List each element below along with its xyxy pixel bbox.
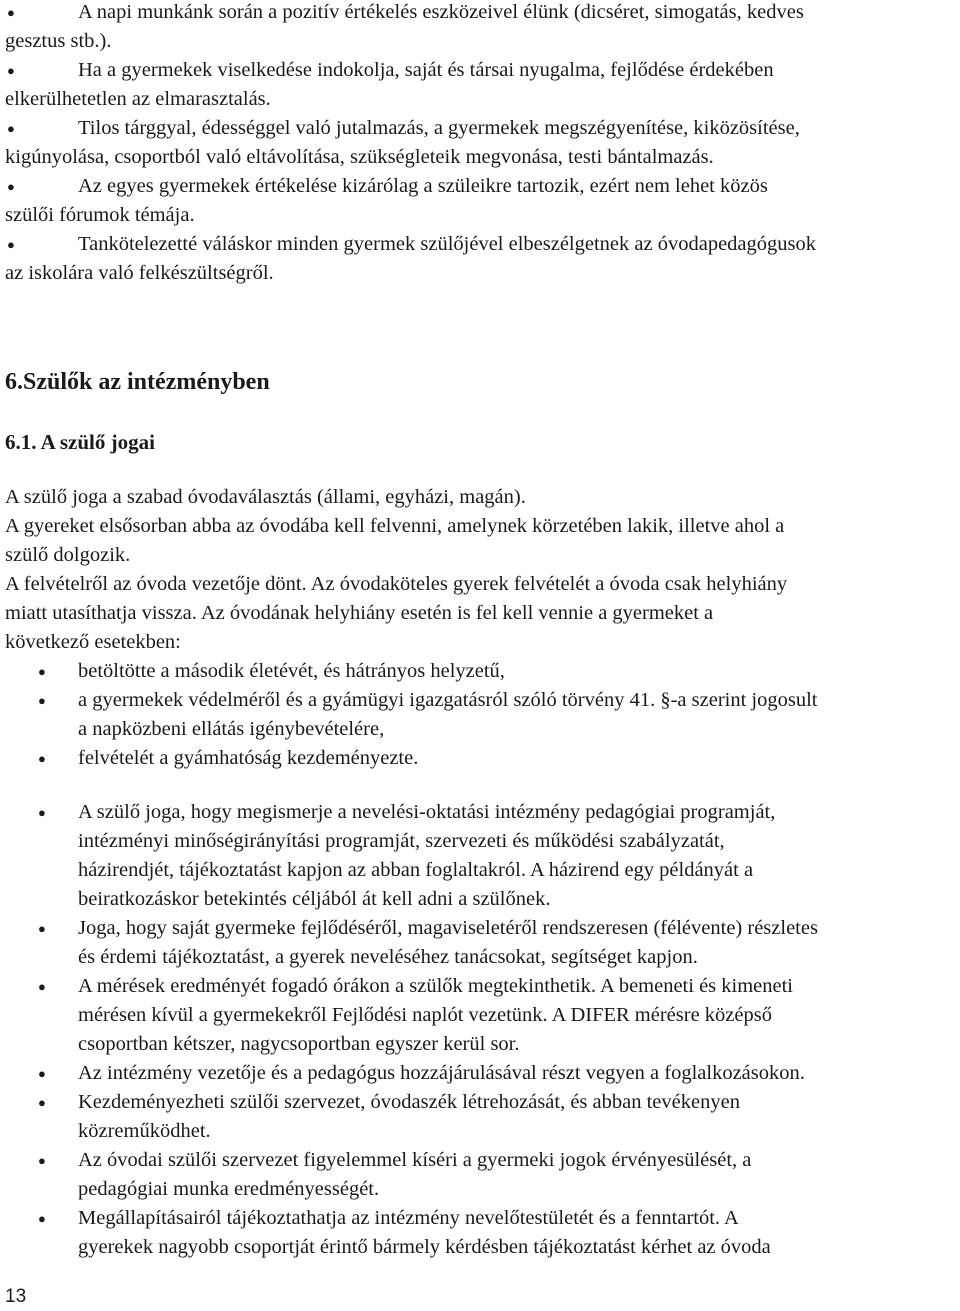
parent-right-item (5, 1088, 955, 1146)
parent-right-item (5, 1146, 955, 1204)
bullet-icon: ● (38, 693, 46, 708)
bullet-text-line: Tilos tárggyal, édességgel való jutalmazás, a gyermekek megszégyenítése, kiközösítése, (78, 117, 800, 139)
bullet-icon: ● (38, 1095, 46, 1110)
bullet-icon: ● (7, 5, 15, 20)
bullet-text-line: A napi munkánk során a pozitív értékelés eszközeivel élünk (dicséret, simogatás, kedves (78, 1, 804, 23)
list-text-line: Megállapításairól tájékoztathatja az intézmény nevelőtestületét és a fenntartót. A (78, 1207, 739, 1229)
parent-right-item (5, 1059, 955, 1088)
bullet-text-line: szülői fórumok témája. (5, 204, 195, 226)
bullet-text-line: az iskolára való felkészültségről. (5, 262, 274, 284)
bullet-icon: ● (38, 1066, 46, 1081)
list-text-line: Az intézmény vezetője és a pedagógus hozzájárulásával részt vegyen a foglalkozásokon. (78, 1062, 805, 1084)
subsection-heading: 6.1. A szülő jogai (5, 430, 155, 454)
list-text-line: pedagógiai munka eredményességét. (78, 1178, 380, 1200)
list-text-line: gyerekek nagyobb csoportját érintő bármely kérdésben tájékoztatást kérhet az óvoda (78, 1236, 771, 1258)
bullet-icon: ● (38, 1153, 46, 1168)
intro-bullet-item (5, 172, 955, 230)
list-text-line: betöltötte a második életévét, és hátrányos helyzetű, (78, 660, 505, 682)
bullet-text-line: kigúnyolása, csoportból való eltávolítása, szükségleteik megvonása, testi bántalmazás. (5, 146, 714, 168)
bullet-icon: ● (38, 1211, 46, 1226)
list-text-line: közreműködhet. (78, 1120, 211, 1142)
paragraph-line: szülő dolgozik. (5, 544, 131, 566)
bullet-icon: ● (38, 805, 46, 820)
paragraph-line: következő esetekben: (5, 631, 181, 653)
intro-bullet-item (5, 56, 955, 114)
intro-bullet-list (5, 0, 955, 288)
list-text-line: beiratkozáskor betekintés céljából át kell adni a szülőnek. (78, 888, 551, 910)
bullet-text-line: gesztus stb.). (5, 30, 112, 52)
list-text-line: mérésen kívül a gyermekekről Fejlődési naplót vezetünk. A DIFER mérésre középső (78, 1004, 772, 1026)
list-text-line: a napközbeni ellátás igénybevételére, (78, 718, 385, 740)
parent-right-item (5, 798, 955, 914)
list-text-line: A szülő joga, hogy megismerje a nevelési-oktatási intézmény pedagógiai programját, (78, 801, 776, 823)
list-text-line: házirendjét, tájékoztatást kapjon az abban foglaltakról. A házirend egy példányát a (78, 859, 754, 881)
paragraph-line: A felvételről az óvoda vezetője dönt. Az óvodaköteles gyerek felvételét a óvoda csak helyhiány (5, 573, 788, 595)
bullet-icon: ● (38, 751, 46, 766)
document-page (5, 0, 955, 1307)
parent-right-item (5, 914, 955, 972)
list-text-line: felvételét a gyámhatóság kezdeményezte. (78, 747, 419, 769)
admission-cases-list (5, 657, 955, 773)
bullet-icon: ● (38, 921, 46, 936)
page-number: 13 (5, 1286, 27, 1307)
admission-case-item (5, 657, 955, 686)
paragraph-line: miatt utasíthatja vissza. Az óvodának helyhiány esetén is fel kell vennie a gyermeket a (5, 602, 714, 624)
bullet-icon: ● (7, 121, 15, 136)
admission-case-item (5, 744, 955, 773)
list-text-line: csoportban kétszer, nagycsoportban egyszer kerül sor. (78, 1033, 520, 1055)
list-text-line: Kezdeményezheti szülői szervezet, óvodaszék létrehozását, és abban tevékenyen (78, 1091, 740, 1113)
section-heading: 6.Szülők az intézményben (5, 369, 270, 395)
list-text-line: intézményi minőségirányítási programját, szervezeti és működési szabályzatát, (78, 830, 725, 852)
intro-bullet-item (5, 0, 955, 56)
admission-case-item (5, 686, 955, 744)
bullet-text-line: Az egyes gyermekek értékelése kizárólag a szüleikre tartozik, ezért nem lehet közös (78, 175, 768, 197)
bullet-icon: ● (7, 63, 15, 78)
bullet-icon: ● (7, 179, 15, 194)
paragraph-line: A gyereket elsősorban abba az óvodába kell felvenni, amelynek körzetében lakik, illetve ahol a (5, 515, 785, 537)
bullet-icon: ● (38, 664, 46, 679)
bullet-icon: ● (7, 237, 15, 252)
list-text-line: A mérések eredményét fogadó órákon a szülők megtekinthetik. A bemeneti és kimeneti (78, 975, 794, 997)
bullet-text-line: Ha a gyermekek viselkedése indokolja, saját és társai nyugalma, fejlődése érdekében (78, 59, 774, 81)
parent-rights-list (5, 798, 955, 1262)
bullet-text-line: Tankötelezetté váláskor minden gyermek szülőjével elbeszélgetnek az óvodapedagógusok (78, 233, 816, 255)
bullet-text-line: elkerülhetetlen az elmarasztalás. (5, 88, 271, 110)
parent-right-item (5, 972, 955, 1059)
parent-right-item (5, 1204, 955, 1262)
intro-bullet-item (5, 230, 955, 288)
list-text-line: Az óvodai szülői szervezet figyelemmel kíséri a gyermeki jogok érvényesülését, a (78, 1149, 752, 1171)
paragraph-line: A szülő joga a szabad óvodaválasztás (állami, egyházi, magán). (5, 486, 526, 508)
admission-paragraph (5, 483, 955, 773)
intro-bullet-item (5, 114, 955, 172)
list-text-line: a gyermekek védelméről és a gyámügyi igazgatásról szóló törvény 41. §-a szerint jogosult (78, 689, 818, 711)
list-text-line: Joga, hogy saját gyermeke fejlődéséről, magaviseletéről rendszeresen (félévente) részletes (78, 917, 818, 939)
bullet-icon: ● (38, 979, 46, 994)
list-text-line: és érdemi tájékoztatást, a gyerek neveléséhez tanácsokat, segítséget kapjon. (78, 946, 698, 968)
